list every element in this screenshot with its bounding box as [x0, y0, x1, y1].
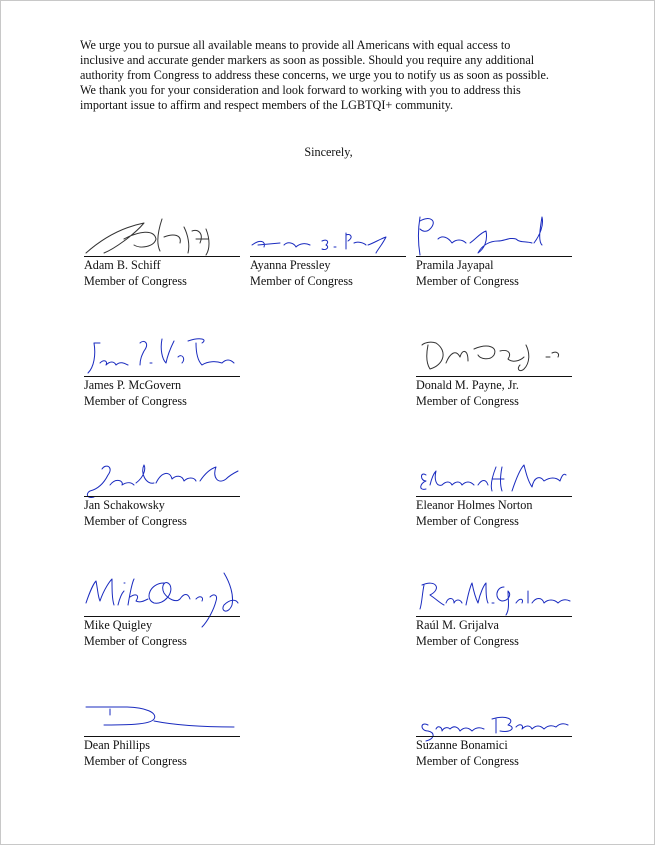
signatory-title: Member of Congress	[84, 754, 187, 768]
body-line: important issue to affirm and respect members of the LGBTQI+ community.	[80, 98, 454, 112]
handwritten-signature-grijalva	[416, 569, 572, 617]
signatory-title: Member of Congress	[84, 394, 187, 408]
signatory-name: Suzanne Bonamici	[416, 738, 508, 752]
signatory-name: Donald M. Payne, Jr.	[416, 378, 519, 392]
handwritten-signature-bonamici	[416, 689, 572, 737]
handwritten-signature-norton	[416, 449, 572, 497]
handwritten-signature-payne	[416, 329, 572, 377]
signatory-name: Mike Quigley	[84, 618, 153, 632]
signatory-title: Member of Congress	[84, 634, 187, 648]
signatory-name: Adam B. Schiff	[84, 258, 161, 272]
signatory-title: Member of Congress	[416, 394, 519, 408]
signatory-name: Dean Phillips	[84, 738, 151, 752]
signatory-name: Pramila Jayapal	[416, 258, 494, 272]
signatory-title: Member of Congress	[250, 274, 353, 288]
handwritten-signature-pressley	[250, 209, 406, 257]
body-line: inclusive and accurate gender markers as soon as possible. Should you require any additional	[80, 53, 535, 67]
signatory-title: Member of Congress	[416, 634, 519, 648]
handwritten-signature-quigley	[84, 569, 240, 617]
handwritten-signature-phillips	[84, 689, 240, 737]
signatory-title: Member of Congress	[416, 274, 519, 288]
body-line: authority from Congress to address these concerns, we urge you to notify us as soon as possible.	[80, 68, 549, 82]
signatory-name: Ayanna Pressley	[250, 258, 331, 272]
body-line: We urge you to pursue all available means to provide all Americans with equal access to	[80, 38, 511, 52]
letter-body	[80, 38, 585, 113]
body-line: We thank you for your consideration and look forward to working with you to address this	[80, 83, 521, 97]
handwritten-signature-mcgovern	[84, 329, 240, 377]
closing-salutation: Sincerely,	[304, 145, 353, 159]
signatory-title: Member of Congress	[416, 754, 519, 768]
signatory-name: Eleanor Holmes Norton	[416, 498, 533, 512]
signatory-title: Member of Congress	[416, 514, 519, 528]
signatory-title: Member of Congress	[84, 514, 187, 528]
signatory-name: Raúl M. Grijalva	[416, 618, 499, 632]
signatory-name: James P. McGovern	[84, 378, 182, 392]
handwritten-signature-jayapal	[416, 209, 572, 257]
signatory-title: Member of Congress	[84, 274, 187, 288]
handwritten-signature-schiff	[84, 209, 240, 257]
handwritten-signature-schakowsky	[84, 449, 240, 497]
signatory-name: Jan Schakowsky	[84, 498, 165, 512]
